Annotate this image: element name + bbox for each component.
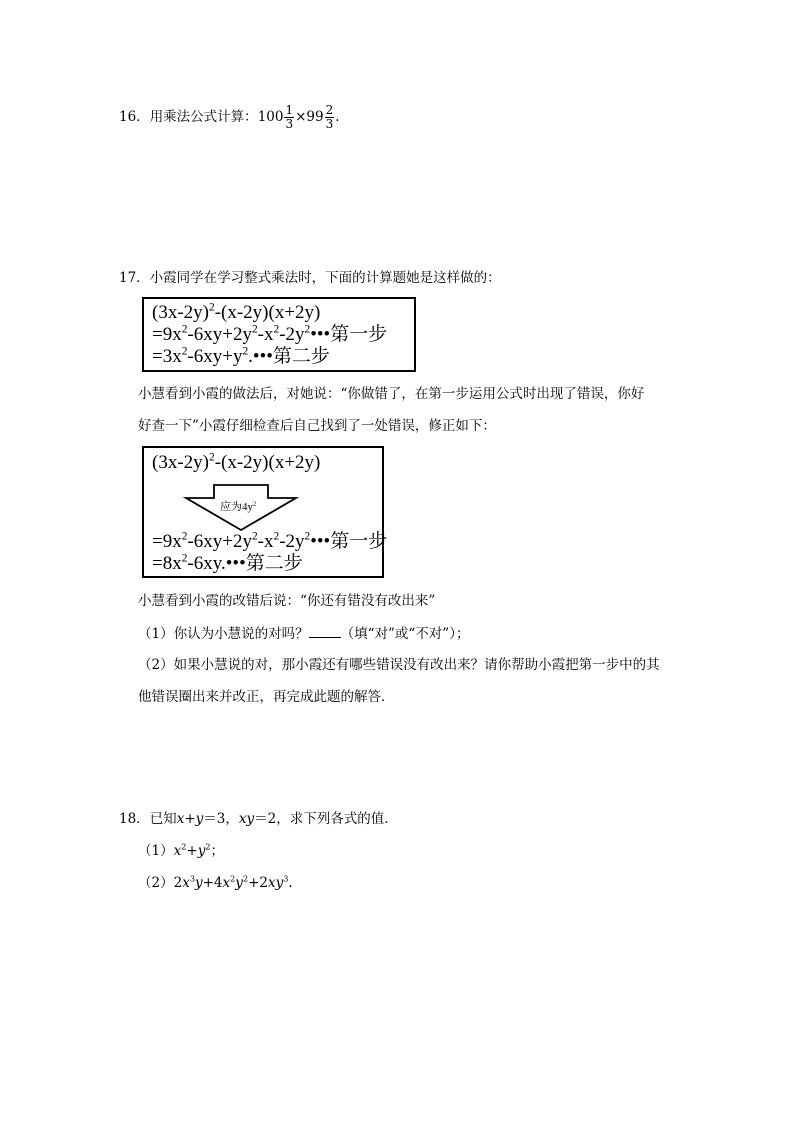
var-x: x	[222, 875, 231, 891]
q17-intro-text: 小霞同学在学习整式乘法时，下面的计算题她是这样做的：	[149, 270, 501, 286]
correction-note	[220, 498, 256, 514]
var-y: y	[195, 811, 204, 827]
coef: 4	[213, 875, 223, 891]
exponent: 2	[205, 841, 211, 852]
exponent: 2	[208, 301, 215, 314]
q18-sub-question-2	[138, 873, 293, 893]
q16-fraction-b	[325, 104, 335, 131]
exponent: 2	[181, 552, 188, 565]
solution-box-1	[142, 297, 416, 372]
var-y: y	[235, 875, 243, 891]
frac-denominator: 3	[285, 117, 294, 131]
expr: -(x-2y)(x+2y)	[214, 302, 321, 323]
exponent: 2	[181, 323, 188, 336]
exponent: 2	[242, 345, 249, 358]
expr: -2y	[279, 324, 305, 345]
exponent: 2	[230, 873, 236, 884]
q18-end: .	[288, 875, 293, 891]
box1-line-3	[152, 346, 330, 368]
q16-fraction-a	[284, 104, 294, 131]
q16-times: ×	[295, 109, 307, 125]
q16-a-whole: 100	[257, 109, 284, 125]
exponent: 2	[253, 500, 257, 508]
q17-sub-question-2-line-2: 他错误圈出来并改正，再完成此题的解答．	[138, 689, 395, 705]
exponent: 2	[181, 841, 187, 852]
correction-text: 应为4y	[220, 501, 253, 513]
var-y: y	[194, 875, 203, 891]
box1-line-2	[152, 324, 387, 346]
expr: -x	[257, 324, 274, 345]
exponent: 3	[189, 873, 195, 884]
frac-denominator: 3	[325, 117, 334, 131]
op: +	[202, 875, 214, 891]
var-xy: xy	[268, 875, 284, 891]
q16-end: .	[335, 109, 340, 125]
exponent: 2	[251, 323, 258, 336]
var-xy: xy	[238, 811, 255, 827]
box2-line-1	[152, 452, 320, 474]
exponent: 2	[273, 530, 280, 543]
q18-text: ＝2，求下列各式的值．	[254, 811, 398, 827]
expr: -6xy+y	[187, 346, 243, 367]
exponent: 2	[273, 323, 280, 336]
expr: -(x-2y)(x+2y)	[214, 452, 321, 473]
var-x: x	[176, 811, 185, 827]
frac-numerator: 2	[325, 103, 334, 117]
exponent: 2	[242, 873, 249, 884]
box1-line-1	[152, 302, 320, 324]
var-y: y	[197, 843, 206, 859]
sub1-hint: （填“对”或“不对”）；	[340, 626, 470, 642]
q16-number: 16．	[119, 109, 150, 125]
q17-paragraph-1-line-1: 小慧看到小霞的做法后，对她说：“你做错了，在第一步运用公式时出现了错误，你好	[138, 386, 645, 402]
sub-label: （1）	[138, 843, 174, 859]
op: +	[186, 843, 198, 859]
expr: -6xy+2y	[187, 324, 252, 345]
q18-text: ＝3，	[203, 811, 239, 827]
exponent: 2	[251, 530, 258, 543]
expr: -2y	[279, 531, 305, 552]
box2-line-3	[152, 553, 303, 575]
step-label: •••第一步	[310, 324, 388, 345]
q16-text: 用乘法公式计算：	[149, 109, 258, 125]
step-label: .•••第二步	[248, 346, 330, 367]
q18-number: 18．	[119, 811, 150, 827]
exponent: 2	[208, 451, 215, 464]
expr: (3x-2y)	[152, 452, 209, 473]
sub-label: （2）	[138, 875, 174, 891]
expr: =9x	[152, 324, 182, 345]
var-x: x	[173, 843, 182, 859]
op: +	[184, 811, 196, 827]
question-18	[119, 809, 398, 829]
step-label: •••第一步	[310, 531, 388, 552]
exponent: 3	[283, 873, 289, 884]
q17-paragraph-2: 小慧看到小霞的改错后说：“你还有错没有改出来”	[138, 593, 436, 609]
q16-b-whole: 99	[306, 109, 324, 125]
exponent: 2	[304, 530, 311, 543]
question-17-intro	[119, 268, 501, 288]
expr: -6xy+2y	[187, 531, 252, 552]
var-x: x	[182, 875, 190, 891]
exponent: 2	[181, 530, 188, 543]
question-16	[119, 104, 340, 131]
step-label: -6xy.•••第二步	[187, 553, 303, 574]
solution-box-2	[142, 446, 388, 578]
expr: =9x	[152, 531, 182, 552]
coef: 2	[173, 875, 183, 891]
semicolon: ；	[210, 843, 224, 859]
q18-sub-question-1	[138, 841, 224, 861]
expr: =8x	[152, 553, 182, 574]
expr: (3x-2y)	[152, 302, 209, 323]
q17-paragraph-1-line-2: 好查一下”小霞仔细检查后自己找到了一处错误，修正如下：	[138, 418, 496, 434]
expr: -x	[257, 531, 274, 552]
op: +	[248, 875, 260, 891]
sub1-text: （1）你认为小慧说的对吗？	[138, 626, 309, 642]
expr: =3x	[152, 346, 182, 367]
frac-numerator: 1	[285, 103, 294, 117]
q17-sub-question-1	[138, 623, 469, 644]
coef: 2	[259, 875, 268, 891]
q17-sub-question-2-line-1: （2）如果小慧说的对，那小霞还有哪些错误没有改出来？请你帮助小霞把第一步中的其	[138, 657, 660, 673]
exponent: 2	[304, 323, 311, 336]
q17-number: 17．	[119, 270, 150, 286]
q18-text: 已知	[149, 811, 177, 827]
answer-blank[interactable]	[309, 623, 341, 638]
box2-line-2	[152, 531, 387, 553]
exponent: 2	[181, 345, 188, 358]
